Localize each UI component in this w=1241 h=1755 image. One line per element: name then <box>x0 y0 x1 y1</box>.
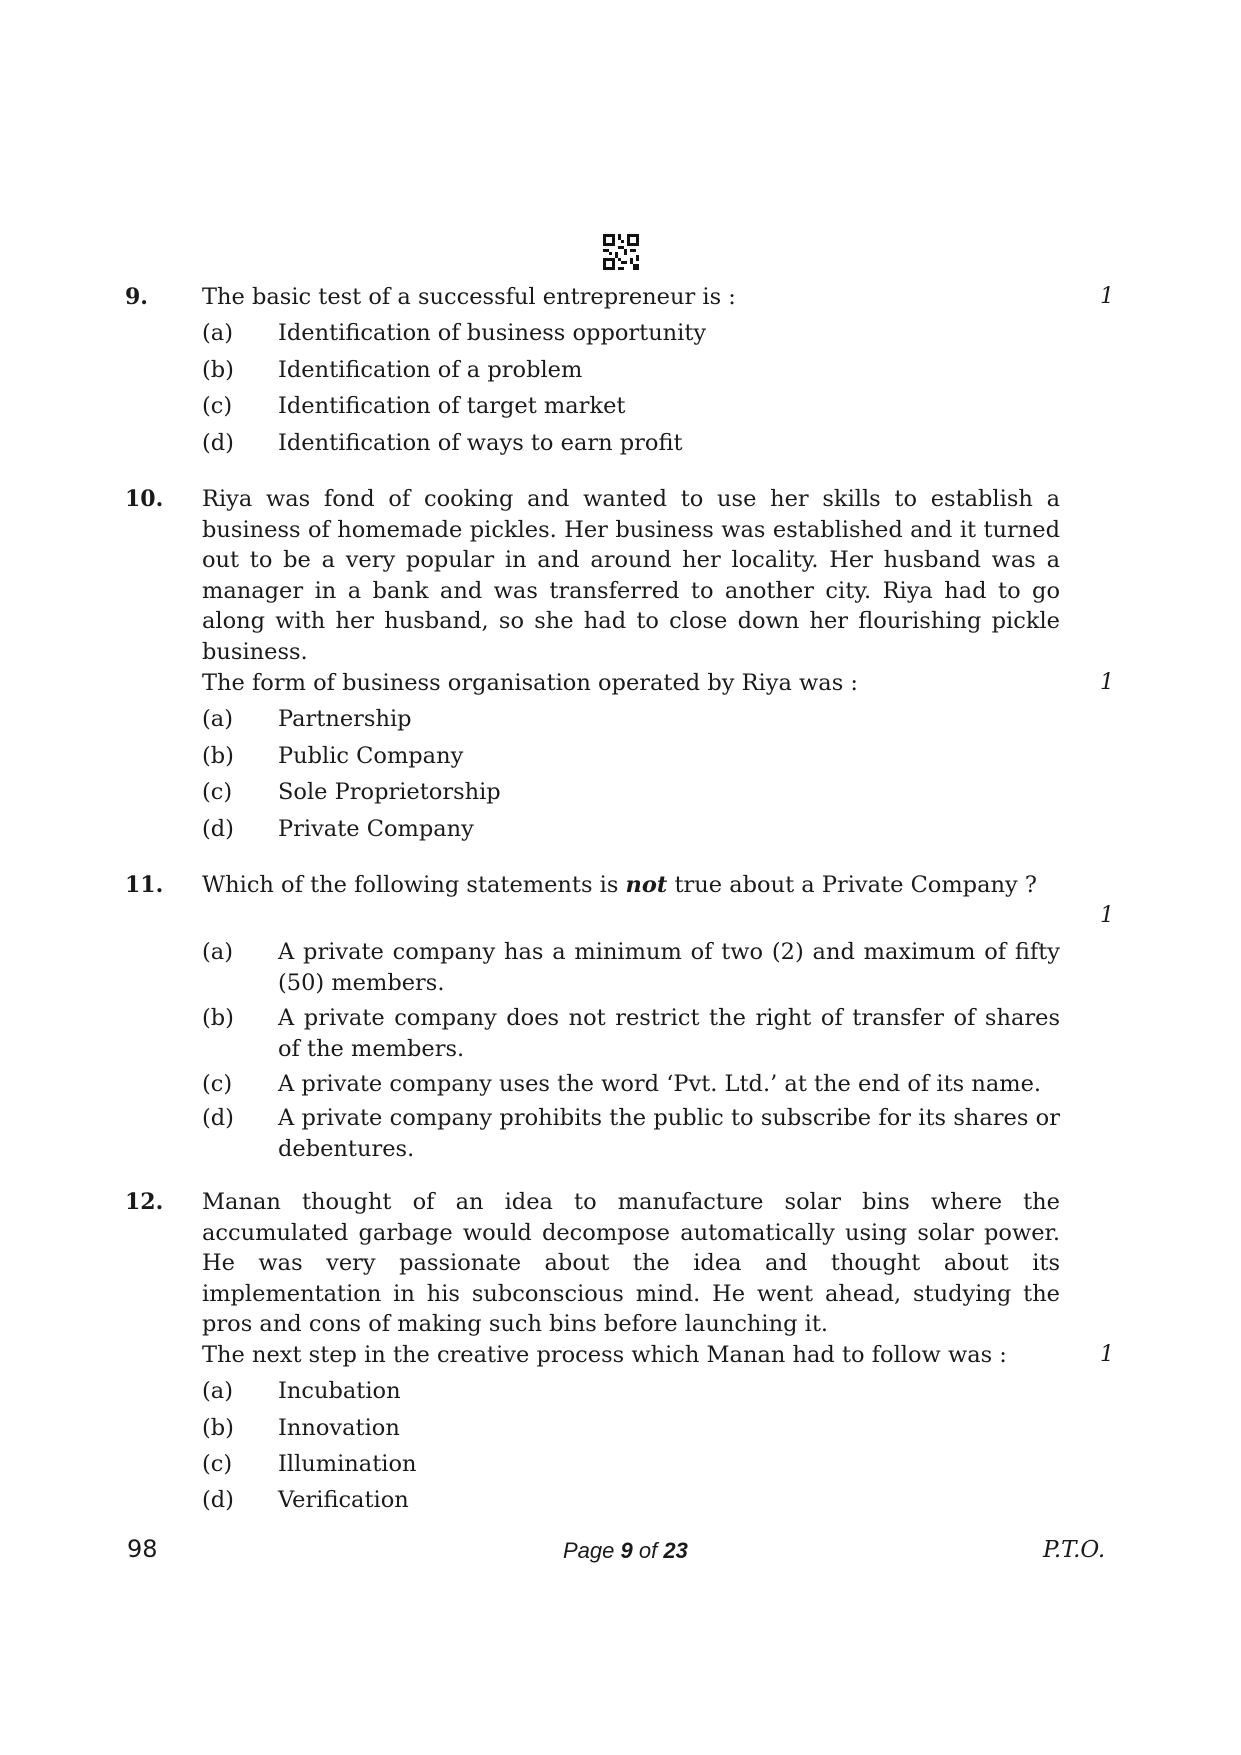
marks: 1 <box>1100 1342 1114 1367</box>
page-footer <box>0 1535 1241 1575</box>
question-text: The basic test of a successful entrepreneur is : <box>202 284 736 310</box>
page-prefix: Page <box>563 1538 615 1563</box>
option-label: (b) <box>202 357 234 383</box>
option-label: (c) <box>202 779 233 805</box>
option-text: Sole Proprietorship <box>278 779 501 805</box>
option-label: (a) <box>202 320 233 346</box>
option-label: (c) <box>202 1451 233 1477</box>
marks: 1 <box>1100 670 1114 695</box>
option-label: (a) <box>202 1378 233 1404</box>
marks: 1 <box>1100 284 1114 309</box>
question-number: 12. <box>125 1189 164 1215</box>
marks: 1 <box>1100 903 1114 928</box>
option-text: A private company uses the word ‘Pvt. Ltd.’ at the end of its name. <box>278 1071 1042 1097</box>
option-label: (c) <box>202 1071 233 1097</box>
option-text: Private Company <box>278 816 474 842</box>
option-label: (d) <box>202 1105 234 1131</box>
option-label: (d) <box>202 816 234 842</box>
option-label: (b) <box>202 1005 234 1031</box>
question-paragraph: Manan thought of an idea to manufacture solar bins where the accumulated garbage would decompose automatically using solar power. He was very passionate about the idea and thought about its implementation in his subconscious mind. He went ahead, studying the pros and cons of making such bins before launching it. <box>202 1189 1060 1337</box>
question-emphasis: not <box>625 872 668 898</box>
question-text: The form of business organisation operated by Riya was : <box>202 670 858 696</box>
option-label: (a) <box>202 706 233 732</box>
qr-code-icon <box>603 234 639 270</box>
option-label: (c) <box>202 393 233 419</box>
option-text: Identification of a problem <box>278 357 583 383</box>
question-text <box>202 870 1060 901</box>
page-current: 9 <box>620 1538 633 1563</box>
option-label: (a) <box>202 939 233 965</box>
option-label: (b) <box>202 1415 234 1441</box>
option-text: Innovation <box>278 1415 400 1441</box>
option-text: Identification of ways to earn profit <box>278 430 683 456</box>
option-text: Identification of business opportunity <box>278 320 707 346</box>
question-number: 9. <box>125 284 148 310</box>
question-text-before: Which of the following statements is <box>202 872 619 898</box>
option-text: Partnership <box>278 706 412 732</box>
paper-code: 98 <box>127 1535 158 1563</box>
question-text: The next step in the creative process which Manan had to follow was : <box>202 1342 1007 1368</box>
option-label: (d) <box>202 430 234 456</box>
option-text: Illumination <box>278 1451 417 1477</box>
option-text: Identification of target market <box>278 393 626 419</box>
option-label: (d) <box>202 1487 234 1513</box>
option-text: Incubation <box>278 1378 401 1404</box>
option-text: Public Company <box>278 743 464 769</box>
page-of: of <box>638 1538 658 1563</box>
question-text-after: true about a Private Company ? <box>674 872 1037 898</box>
pto-label: P.T.O. <box>1043 1537 1106 1563</box>
question-number: 11. <box>125 872 164 898</box>
page-total: 23 <box>663 1538 688 1563</box>
option-label: (b) <box>202 743 234 769</box>
option-text: Verification <box>278 1487 409 1513</box>
option-text: A private company prohibits the public to subscribe for its shares or debentures. <box>278 1105 1060 1162</box>
question-paragraph: Riya was fond of cooking and wanted to use her skills to establish a business of homemade pickles. Her business was established and it turned out to be a very popular in and around her locality. Her husband was a manager in a bank and was transferred to another city. Riya had to go along with her husband, so she had to close down her flourishing pickle business. <box>202 486 1060 665</box>
question-number: 10. <box>125 486 164 512</box>
page-number <box>563 1538 688 1564</box>
option-text: A private company does not restrict the right of transfer of shares of the members. <box>278 1005 1060 1062</box>
option-text: A private company has a minimum of two (2) and maximum of fifty (50) members. <box>278 939 1060 996</box>
